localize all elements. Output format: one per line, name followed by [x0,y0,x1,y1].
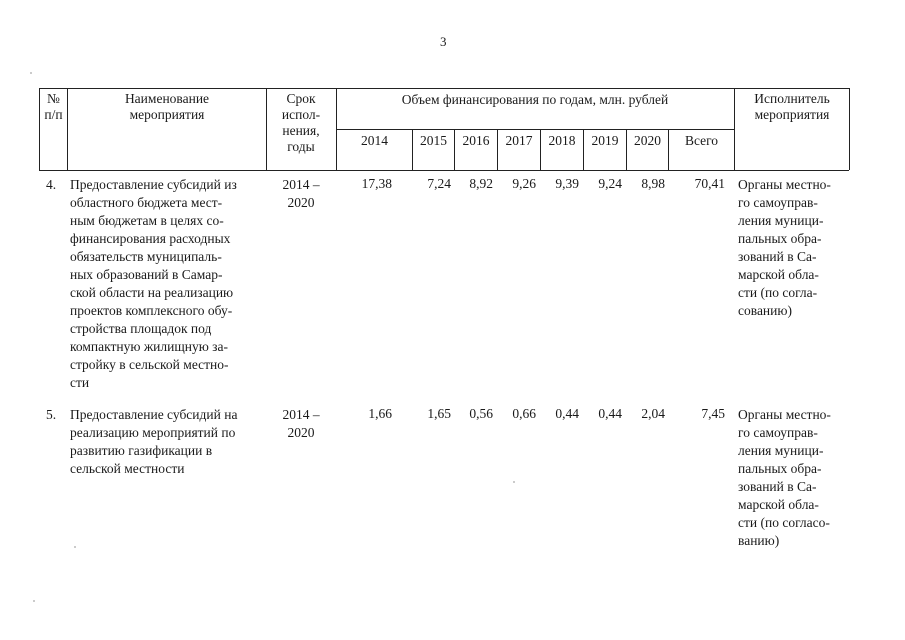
row-executor-line: ванию) [738,533,780,548]
header-vline [734,88,735,170]
header-vline [849,88,850,170]
row-executor [738,176,846,320]
page-number: 3 [440,34,447,49]
value-2015: 7,24 [427,176,451,191]
value-2019: 0,44 [598,406,622,421]
row-name-line: Предоставление субсидий из [70,177,237,192]
row-executor-line: ления муници- [738,443,824,458]
row-executor-line: пальных обра- [738,461,822,476]
value-2020: 8,98 [641,176,665,191]
row-number: 5. [46,407,57,422]
row-executor-line: зований в Са- [738,249,817,264]
value-total: 70,41 [694,176,725,191]
row-executor-line: зований в Са- [738,479,817,494]
row-executor-line: марской обла- [738,497,819,512]
row-name-line: развитию газификации в [70,443,213,458]
header-year: 2018 [548,133,576,148]
row-name-line: реализацию мероприятий по [70,425,236,440]
value-2014: 17,38 [361,176,392,191]
value-total: 7,45 [701,406,725,421]
row-executor-line: го самоуправ- [738,425,818,440]
row-name-line: проектов комплексного обу- [70,303,233,318]
row-name-line: финансирования расходных [70,231,231,246]
row-name-line: сти [70,375,90,390]
row-term [270,176,332,212]
row-name-line: стройку в сельской местно- [70,357,229,372]
row-executor-line: Органы местно- [738,407,831,422]
row-name-line: сельской местности [70,461,185,476]
value-2014: 1,66 [368,406,392,421]
header-years-border [336,129,734,130]
value-2018: 0,44 [555,406,579,421]
row-name [70,406,264,478]
value-2018: 9,39 [555,176,579,191]
value-2019: 9,24 [598,176,622,191]
value-2016: 8,92 [469,176,493,191]
row-term-line: 2020 [287,425,315,440]
row-name-line: ской области на реализацию [70,285,234,300]
header-funding-title: Объем финансирования по годам, млн. рублей [401,92,669,107]
scan-speck [30,72,32,74]
header-bottom-border [39,170,849,171]
row-executor-line: пальных обра- [738,231,822,246]
row-name-line: Предоставление субсидий на [70,407,238,422]
scan-speck [33,600,35,602]
header-year: 2016 [462,133,490,148]
row-term-line: 2014 – [282,177,320,192]
header-year: 2020 [634,133,661,148]
header-top-border [39,88,849,89]
scan-speck [513,481,515,483]
header-year: 2019 [591,133,619,148]
scan-speck [74,546,76,548]
row-executor-line: Органы местно- [738,177,831,192]
row-executor-line: сти (по согла- [738,285,818,300]
row-name-line: обязательств муниципаль- [70,249,222,264]
value-2017: 0,66 [512,406,536,421]
value-2016: 0,56 [469,406,493,421]
header-year: 2015 [420,133,447,148]
row-name [70,176,264,392]
row-number: 4. [46,177,57,192]
row-executor-line: сти (по согласо- [738,515,830,530]
row-name-line: областного бюджета мест- [70,195,223,210]
row-term-line: 2020 [287,195,315,210]
row-term-line: 2014 – [282,407,320,422]
row-executor-line: го самоуправ- [738,195,818,210]
header-num: № п/п [44,91,63,122]
value-2015: 1,65 [427,406,451,421]
header-vline [336,88,337,170]
value-2020: 2,04 [641,406,665,421]
row-name-line: компактную жилищную за- [70,339,229,354]
row-name-line: ных образований в Самар- [70,267,223,282]
row-name-line: ным бюджетам в целях со- [70,213,224,228]
row-executor-line: ления муници- [738,213,824,228]
header-year: 2014 [361,133,388,148]
header-executor: Исполнитель мероприятия [754,91,830,122]
header-total: Всего [684,133,719,148]
header-vline [266,88,267,170]
row-term [270,406,332,442]
header-name: Наименование мероприятия [124,91,210,122]
row-executor-line: марской обла- [738,267,819,282]
row-executor [738,406,846,550]
value-2017: 9,26 [512,176,536,191]
header-term: Срок испол-нения, годы [281,91,321,154]
row-name-line: стройства площадок под [70,321,212,336]
header-vline [67,88,68,170]
row-executor-line: сованию) [738,303,792,318]
header-year: 2017 [505,133,533,148]
